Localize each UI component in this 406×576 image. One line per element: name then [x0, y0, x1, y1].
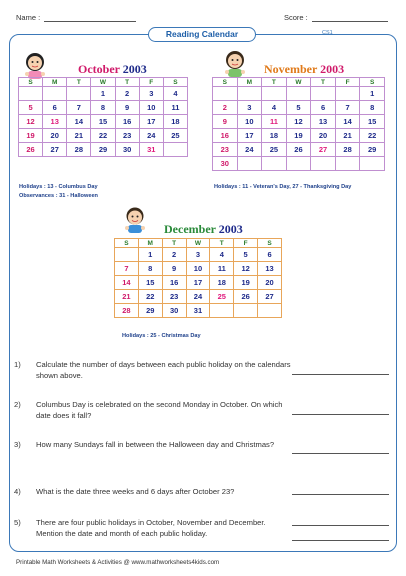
- calendar-day: 20: [311, 129, 336, 143]
- weekday-header-row: [19, 78, 188, 87]
- calendar-day: 30: [115, 143, 139, 157]
- weekday-label: F: [139, 78, 163, 87]
- calendar-day: 20: [258, 276, 282, 290]
- calendar-day: 1: [91, 87, 115, 101]
- weekday-label: S: [360, 78, 385, 87]
- calendar-empty-cell: [237, 87, 262, 101]
- calendar-empty-cell: [115, 248, 139, 262]
- weekday-label: W: [286, 78, 311, 87]
- calendar-month: November: [264, 62, 318, 76]
- question-number: 5): [14, 518, 21, 527]
- calendar-year: 2003: [320, 62, 345, 76]
- calendar-day: 5: [19, 101, 43, 115]
- weekday-label: S: [115, 239, 139, 248]
- calendar-day: 30: [162, 304, 186, 318]
- calendar-day: 12: [234, 262, 258, 276]
- calendar-day: 5: [286, 101, 311, 115]
- answer-line-2[interactable]: [292, 414, 389, 415]
- calendar-empty-cell: [286, 87, 311, 101]
- calendar-day: 4: [210, 248, 234, 262]
- calendar-empty-cell: [262, 87, 287, 101]
- question-text: Columbus Day is celebrated on the second Monday in October. On which date does it fall?: [36, 400, 283, 420]
- girl-avatar-icon: [22, 50, 48, 80]
- calendar-empty-cell: [335, 87, 360, 101]
- calendar-day: 16: [162, 276, 186, 290]
- calendar-day: 2: [213, 101, 238, 115]
- calendar-day: 26: [286, 143, 311, 157]
- footer-text: Printable Math Worksheets & Activities @ www.mathworksheets4kids.com: [16, 559, 220, 566]
- calendar-title-october: [78, 62, 147, 77]
- week-row: [19, 129, 188, 143]
- calendar-day: 11: [163, 101, 187, 115]
- calendar-day: 9: [162, 262, 186, 276]
- calendar-day: 19: [234, 276, 258, 290]
- calendar-day: 27: [311, 143, 336, 157]
- answer-line-5b[interactable]: [292, 540, 389, 541]
- name-line[interactable]: [44, 14, 136, 22]
- calendar-day: 8: [138, 262, 162, 276]
- calendar-day: 24: [237, 143, 262, 157]
- question-text: How many Sundays fall in between the Halloween day and Christmas?: [36, 440, 275, 449]
- calendar-day: 14: [67, 115, 91, 129]
- weekday-label: T: [210, 239, 234, 248]
- boy-avatar-icon: [122, 204, 148, 234]
- october-observances-note: Observances : 31 - Halloween: [19, 193, 98, 199]
- week-row: [115, 304, 282, 318]
- question-text: Calculate the number of days between each public holiday on the calendars shown above.: [36, 360, 291, 380]
- calendar-day: 28: [67, 143, 91, 157]
- calendar-day: 25: [163, 129, 187, 143]
- calendar-day: 10: [237, 115, 262, 129]
- score-line[interactable]: [312, 14, 388, 22]
- question-number: 2): [14, 400, 21, 409]
- calendar-day: 9: [115, 101, 139, 115]
- calendar-day: 30: [213, 157, 238, 171]
- calendar-empty-cell: [19, 87, 43, 101]
- weekday-label: S: [163, 78, 187, 87]
- calendar-empty-cell: [163, 143, 187, 157]
- calendar-day: 23: [213, 143, 238, 157]
- calendar-november: [212, 77, 385, 171]
- question-text: There are four public holidays in October, November and December. Mention the date and month of each public holiday.: [36, 518, 266, 538]
- calendar-day: 21: [115, 290, 139, 304]
- calendar-day: 28: [115, 304, 139, 318]
- weekday-label: M: [43, 78, 67, 87]
- answer-line-3[interactable]: [292, 453, 389, 454]
- weekday-label: M: [138, 239, 162, 248]
- calendar-day: 17: [237, 129, 262, 143]
- calendar-empty-cell: [210, 304, 234, 318]
- calendar-day: 26: [234, 290, 258, 304]
- score-field[interactable]: [284, 13, 388, 22]
- weekday-label: M: [237, 78, 262, 87]
- weekday-label: F: [234, 239, 258, 248]
- calendar-day: 22: [360, 129, 385, 143]
- calendar-month: October: [78, 62, 120, 76]
- calendar-day: 20: [43, 129, 67, 143]
- calendar-day: 27: [43, 143, 67, 157]
- week-row: [213, 129, 385, 143]
- calendar-empty-cell: [311, 157, 336, 171]
- calendar-day: 12: [19, 115, 43, 129]
- calendar-day: 7: [335, 101, 360, 115]
- calendar-day: 18: [210, 276, 234, 290]
- calendar-day: 9: [213, 115, 238, 129]
- calendar-day: 18: [262, 129, 287, 143]
- calendar-empty-cell: [360, 157, 385, 171]
- question-text: What is the date three weeks and 6 days after October 23?: [36, 487, 235, 496]
- name-field[interactable]: [16, 13, 136, 22]
- weekday-label: T: [67, 78, 91, 87]
- question-number: 1): [14, 360, 21, 369]
- answer-line-5a[interactable]: [292, 525, 389, 526]
- calendar-empty-cell: [67, 87, 91, 101]
- calendar-day: 24: [139, 129, 163, 143]
- calendar-day: 6: [311, 101, 336, 115]
- calendar-empty-cell: [237, 157, 262, 171]
- weekday-header-row: [213, 78, 385, 87]
- calendar-empty-cell: [335, 157, 360, 171]
- calendar-day: 16: [115, 115, 139, 129]
- answer-line-1[interactable]: [292, 374, 389, 375]
- calendar-day: 3: [237, 101, 262, 115]
- weekday-label: T: [262, 78, 287, 87]
- calendar-day: 10: [139, 101, 163, 115]
- week-row: [213, 157, 385, 171]
- worksheet-code: CS1: [322, 30, 333, 36]
- calendar-day: 10: [186, 262, 210, 276]
- calendar-october: [18, 77, 188, 157]
- calendar-day: 4: [262, 101, 287, 115]
- calendar-day: 2: [115, 87, 139, 101]
- calendar-day: 11: [262, 115, 287, 129]
- calendar-day: 7: [67, 101, 91, 115]
- calendar-day: 19: [19, 129, 43, 143]
- girl-avatar-icon: [222, 48, 248, 78]
- calendar-day: 17: [139, 115, 163, 129]
- calendar-year: 2003: [218, 222, 243, 236]
- calendar-month: December: [164, 222, 216, 236]
- week-row: [115, 262, 282, 276]
- weekday-label: F: [335, 78, 360, 87]
- calendar-day: 12: [286, 115, 311, 129]
- week-row: [19, 87, 188, 101]
- calendar-empty-cell: [234, 304, 258, 318]
- calendar-empty-cell: [311, 87, 336, 101]
- calendar-day: 11: [210, 262, 234, 276]
- calendar-day: 14: [115, 276, 139, 290]
- weekday-label: T: [162, 239, 186, 248]
- calendar-day: 31: [186, 304, 210, 318]
- calendar-day: 18: [163, 115, 187, 129]
- calendar-day: 15: [91, 115, 115, 129]
- calendar-day: 28: [335, 143, 360, 157]
- calendar-day: 25: [210, 290, 234, 304]
- calendar-day: 8: [360, 101, 385, 115]
- november-holidays-note: Holidays : 11 - Veteran's Day, 27 - Thanksgiving Day: [214, 184, 352, 190]
- weekday-label: T: [115, 78, 139, 87]
- calendar-day: 8: [91, 101, 115, 115]
- week-row: [19, 115, 188, 129]
- weekday-header-row: [115, 239, 282, 248]
- calendar-day: 15: [360, 115, 385, 129]
- calendar-title-december: [164, 222, 243, 237]
- calendar-day: 23: [162, 290, 186, 304]
- weekday-label: S: [258, 239, 282, 248]
- calendar-empty-cell: [43, 87, 67, 101]
- week-row: [19, 101, 188, 115]
- calendar-day: 24: [186, 290, 210, 304]
- weekday-label: S: [213, 78, 238, 87]
- week-row: [213, 115, 385, 129]
- calendar-day: 26: [19, 143, 43, 157]
- weekday-label: S: [19, 78, 43, 87]
- calendar-day: 13: [43, 115, 67, 129]
- calendar-day: 29: [360, 143, 385, 157]
- calendar-year: 2003: [122, 62, 147, 76]
- week-row: [213, 101, 385, 115]
- question-number: 4): [14, 487, 21, 496]
- calendar-day: 1: [138, 248, 162, 262]
- calendar-day: 23: [115, 129, 139, 143]
- week-row: [115, 290, 282, 304]
- week-row: [115, 276, 282, 290]
- calendar-day: 13: [311, 115, 336, 129]
- calendar-title-november: [264, 62, 344, 77]
- calendar-day: 16: [213, 129, 238, 143]
- calendar-day: 29: [138, 304, 162, 318]
- calendar-day: 1: [360, 87, 385, 101]
- calendar-day: 6: [43, 101, 67, 115]
- calendar-day: 27: [258, 290, 282, 304]
- calendar-empty-cell: [262, 157, 287, 171]
- calendar-day: 7: [115, 262, 139, 276]
- score-label: Score :: [284, 13, 308, 22]
- calendar-day: 21: [67, 129, 91, 143]
- calendar-day: 17: [186, 276, 210, 290]
- calendar-day: 6: [258, 248, 282, 262]
- calendar-empty-cell: [213, 87, 238, 101]
- calendar-day: 13: [258, 262, 282, 276]
- calendar-day: 3: [186, 248, 210, 262]
- worksheet-title: Reading Calendar: [148, 27, 256, 42]
- calendar-day: 29: [91, 143, 115, 157]
- calendar-day: 25: [262, 143, 287, 157]
- question-number: 3): [14, 440, 21, 449]
- calendar-empty-cell: [286, 157, 311, 171]
- calendar-day: 22: [91, 129, 115, 143]
- calendar-empty-cell: [258, 304, 282, 318]
- weekday-label: T: [311, 78, 336, 87]
- week-row: [213, 143, 385, 157]
- calendar-day: 14: [335, 115, 360, 129]
- calendar-day: 31: [139, 143, 163, 157]
- calendar-day: 22: [138, 290, 162, 304]
- weekday-label: W: [91, 78, 115, 87]
- calendar-december: [114, 238, 282, 318]
- calendar-day: 3: [139, 87, 163, 101]
- calendar-day: 15: [138, 276, 162, 290]
- december-holidays-note: Holidays : 25 - Christmas Day: [122, 333, 201, 339]
- answer-line-4[interactable]: [292, 494, 389, 495]
- week-row: [19, 143, 188, 157]
- name-label: Name :: [16, 13, 41, 22]
- october-holidays-note: Holidays : 13 - Columbus Day: [19, 184, 98, 190]
- calendar-day: 19: [286, 129, 311, 143]
- week-row: [213, 87, 385, 101]
- calendar-day: 5: [234, 248, 258, 262]
- week-row: [115, 248, 282, 262]
- weekday-label: W: [186, 239, 210, 248]
- calendar-day: 2: [162, 248, 186, 262]
- calendar-day: 21: [335, 129, 360, 143]
- calendar-day: 4: [163, 87, 187, 101]
